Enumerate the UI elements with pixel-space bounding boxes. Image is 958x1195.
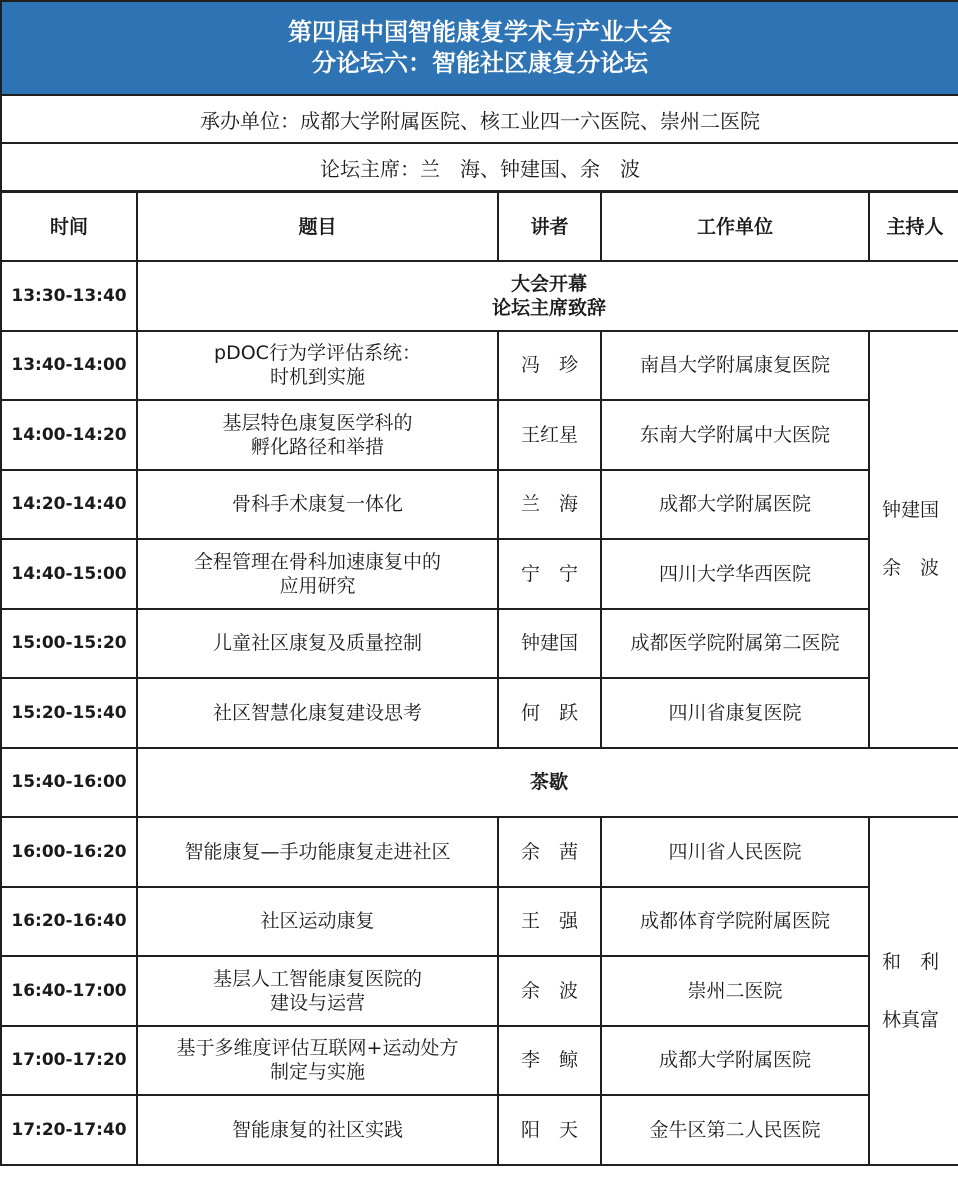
header-affiliation: 工作单位: [601, 192, 869, 261]
topic-line: 基层特色康复医学科的: [222, 411, 413, 434]
time-cell: 14:20-14:40: [1, 470, 137, 540]
host-name: 和 利: [882, 950, 940, 973]
topic-cell: [137, 539, 498, 609]
time-cell: 15:40-16:00: [1, 748, 137, 818]
topic-cell: 智能康复—手功能康复走进社区: [137, 817, 498, 887]
topic-cell: [137, 331, 498, 401]
speaker-cell: 阳 天: [498, 1095, 601, 1165]
topic-cell: 骨科手术康复一体化: [137, 470, 498, 540]
table-row: [1, 400, 958, 470]
time-cell: 16:00-16:20: [1, 817, 137, 887]
topic-line: 应用研究: [279, 574, 356, 597]
time-cell: 16:40-17:00: [1, 956, 137, 1026]
topic-line: 全程管理在骨科加速康复中的: [193, 550, 441, 573]
opening-row: [1, 261, 958, 331]
topic-cell: 社区运动康复: [137, 887, 498, 957]
host-cell-session2: [869, 817, 958, 1165]
table-row: [1, 817, 958, 887]
table-row: [1, 887, 958, 957]
header-speaker: 讲者: [498, 192, 601, 261]
affiliation-cell: 成都医学院附属第二医院: [601, 609, 869, 679]
topic-line: 基于多维度评估互联网+运动处方: [176, 1037, 459, 1060]
affiliation-cell: 四川省人民医院: [601, 817, 869, 887]
topic-line: 孵化路径和举措: [250, 435, 384, 458]
affiliation-cell: 崇州二医院: [601, 956, 869, 1026]
time-cell: 15:00-15:20: [1, 609, 137, 679]
speaker-cell: 余 茜: [498, 817, 601, 887]
topic-cell: [137, 1026, 498, 1096]
speaker-cell: 何 跃: [498, 678, 601, 748]
forum-title: 分论坛六：智能社区康复分论坛: [312, 49, 648, 77]
table-row: [1, 539, 958, 609]
header-topic: 题目: [137, 192, 498, 261]
break-label: 茶歇: [137, 748, 958, 818]
time-cell: 17:20-17:40: [1, 1095, 137, 1165]
topic-cell: 智能康复的社区实践: [137, 1095, 498, 1165]
opening-label: 大会开幕: [510, 272, 587, 295]
time-cell: 13:30-13:40: [1, 261, 137, 331]
host-cell-session1: [869, 331, 958, 748]
affiliation-cell: 四川省康复医院: [601, 678, 869, 748]
host-name: 林真富: [882, 1008, 940, 1031]
table-row: [1, 609, 958, 679]
affiliation-cell: 成都体育学院附属医院: [601, 887, 869, 957]
chairs-row: [0, 144, 958, 192]
topic-line: 时机到实施: [269, 366, 365, 389]
opening-cell: [137, 261, 958, 331]
header-row: [1, 192, 958, 261]
topic-line: 建设与运营: [269, 991, 365, 1014]
time-cell: 15:20-15:40: [1, 678, 137, 748]
topic-line: 制定与实施: [269, 1061, 365, 1084]
affiliation-cell: 南昌大学附属康复医院: [601, 331, 869, 401]
time-cell: 13:40-14:00: [1, 331, 137, 401]
speaker-cell: 冯 珍: [498, 331, 601, 401]
host-name: 余 波: [882, 557, 940, 579]
affiliation-cell: 东南大学附属中大医院: [601, 400, 869, 470]
time-cell: 16:20-16:40: [1, 887, 137, 957]
organizers-row: [0, 96, 958, 144]
topic-cell: [137, 956, 498, 1026]
speaker-cell: 兰 海: [498, 470, 601, 540]
topic-cell: 儿童社区康复及质量控制: [137, 609, 498, 679]
title-banner: [0, 0, 958, 96]
conference-title: 第四届中国智能康复学术与产业大会: [288, 18, 672, 46]
organizers-text: 承办单位：成都大学附属医院、核工业四一六医院、崇州二医院: [200, 108, 760, 133]
time-cell: 17:00-17:20: [1, 1026, 137, 1096]
speaker-cell: 李 鲸: [498, 1026, 601, 1096]
table-row: [1, 470, 958, 540]
affiliation-cell: 四川大学华西医院: [601, 539, 869, 609]
affiliation-cell: 成都大学附属医院: [601, 1026, 869, 1096]
affiliation-cell: 金牛区第二人民医院: [601, 1095, 869, 1165]
topic-line: 基层人工智能康复医院的: [212, 967, 422, 990]
table-row: [1, 1095, 958, 1165]
host-name: 钟建国: [882, 499, 940, 521]
table-row: [1, 331, 958, 401]
topic-line: pDOC行为学评估系统：: [214, 342, 421, 365]
table-row: [1, 678, 958, 748]
schedule-table: [0, 191, 958, 1166]
topic-cell: 社区智慧化康复建设思考: [137, 678, 498, 748]
speaker-cell: 王 强: [498, 887, 601, 957]
speaker-cell: 余 波: [498, 956, 601, 1026]
affiliation-cell: 成都大学附属医院: [601, 470, 869, 540]
speaker-cell: 王红星: [498, 400, 601, 470]
break-row: [1, 748, 958, 818]
table-row: [1, 956, 958, 1026]
chair-speech-label: 论坛主席致辞: [491, 296, 606, 319]
topic-cell: [137, 400, 498, 470]
speaker-cell: 钟建国: [498, 609, 601, 679]
time-cell: 14:40-15:00: [1, 539, 137, 609]
table-row: [1, 1026, 958, 1096]
chairs-text: 论坛主席：兰 海、钟建国、余 波: [320, 156, 640, 181]
time-cell: 14:00-14:20: [1, 400, 137, 470]
header-time: 时间: [1, 192, 137, 261]
speaker-cell: 宁 宁: [498, 539, 601, 609]
header-host: 主持人: [869, 192, 958, 261]
